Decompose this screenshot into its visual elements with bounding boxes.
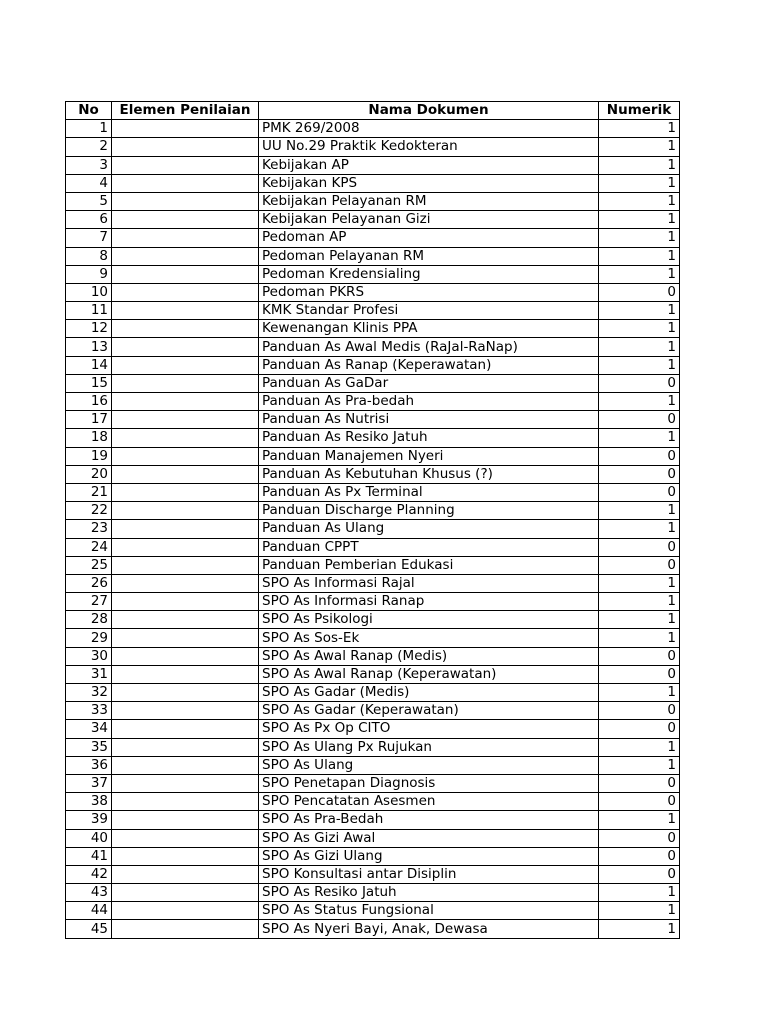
header-numerik: Numerik [599,102,680,120]
row-number-cell: 30 [66,647,112,665]
row-number-cell: 24 [66,538,112,556]
row-number-cell: 2 [66,138,112,156]
elemen-penilaian-cell [112,465,259,483]
numerik-cell: 1 [599,192,680,210]
row-number-cell: 12 [66,320,112,338]
row-number-cell: 7 [66,229,112,247]
row-number-cell: 22 [66,502,112,520]
header-nama-dokumen: Nama Dokumen [259,102,599,120]
row-number-cell: 29 [66,629,112,647]
nama-dokumen-cell: Panduan As Px Terminal [259,483,599,501]
table-row [66,465,680,483]
numerik-cell: 1 [599,593,680,611]
numerik-cell: 0 [599,665,680,683]
nama-dokumen-cell: SPO As Resiko Jatuh [259,884,599,902]
numerik-cell: 1 [599,502,680,520]
table-row [66,393,680,411]
nama-dokumen-cell: Panduan As GaDar [259,374,599,392]
numerik-cell: 0 [599,538,680,556]
numerik-cell: 1 [599,756,680,774]
numerik-cell: 1 [599,393,680,411]
nama-dokumen-cell: SPO As Ulang [259,756,599,774]
numerik-cell: 1 [599,338,680,356]
elemen-penilaian-cell [112,793,259,811]
table-row [66,665,680,683]
row-number-cell: 26 [66,574,112,592]
table-row [66,629,680,647]
elemen-penilaian-cell [112,374,259,392]
table-row [66,593,680,611]
elemen-penilaian-cell [112,283,259,301]
row-number-cell: 32 [66,684,112,702]
nama-dokumen-cell: Kewenangan Klinis PPA [259,320,599,338]
table-row [66,611,680,629]
numerik-cell: 0 [599,865,680,883]
table-row [66,720,680,738]
nama-dokumen-cell: SPO As Psikologi [259,611,599,629]
row-number-cell: 36 [66,756,112,774]
elemen-penilaian-cell [112,884,259,902]
table-header [66,102,680,120]
elemen-penilaian-cell [112,647,259,665]
table-row [66,829,680,847]
numerik-cell: 1 [599,229,680,247]
row-number-cell: 23 [66,520,112,538]
elemen-penilaian-cell [112,738,259,756]
row-number-cell: 31 [66,665,112,683]
nama-dokumen-cell: SPO As Gadar (Medis) [259,684,599,702]
elemen-penilaian-cell [112,665,259,683]
row-number-cell: 6 [66,211,112,229]
elemen-penilaian-cell [112,356,259,374]
elemen-penilaian-cell [112,247,259,265]
nama-dokumen-cell: SPO As Ulang Px Rujukan [259,738,599,756]
numerik-cell: 1 [599,211,680,229]
numerik-cell: 0 [599,774,680,792]
table-row [66,265,680,283]
numerik-cell: 0 [599,411,680,429]
nama-dokumen-cell: Panduan As Ulang [259,520,599,538]
row-number-cell: 10 [66,283,112,301]
elemen-penilaian-cell [112,811,259,829]
numerik-cell: 1 [599,574,680,592]
table-row [66,338,680,356]
nama-dokumen-cell: Panduan As Resiko Jatuh [259,429,599,447]
nama-dokumen-cell: Panduan Discharge Planning [259,502,599,520]
table-row [66,756,680,774]
table-row [66,302,680,320]
table-row [66,120,680,138]
row-number-cell: 17 [66,411,112,429]
table-row [66,884,680,902]
nama-dokumen-cell: Pedoman AP [259,229,599,247]
row-number-cell: 19 [66,447,112,465]
elemen-penilaian-cell [112,320,259,338]
header-elemen-penilaian: Elemen Penilaian [112,102,259,120]
elemen-penilaian-cell [112,920,259,938]
nama-dokumen-cell: Pedoman Kredensialing [259,265,599,283]
numerik-cell: 0 [599,829,680,847]
numerik-cell: 1 [599,884,680,902]
numerik-cell: 0 [599,847,680,865]
elemen-penilaian-cell [112,265,259,283]
table-row [66,574,680,592]
elemen-penilaian-cell [112,774,259,792]
row-number-cell: 1 [66,120,112,138]
elemen-penilaian-cell [112,593,259,611]
nama-dokumen-cell: SPO As Informasi Ranap [259,593,599,611]
numerik-cell: 1 [599,156,680,174]
nama-dokumen-cell: Panduan As Awal Medis (RaJal-RaNap) [259,338,599,356]
numerik-cell: 1 [599,120,680,138]
row-number-cell: 21 [66,483,112,501]
header-no: No [66,102,112,120]
row-number-cell: 39 [66,811,112,829]
table-row [66,356,680,374]
nama-dokumen-cell: Panduan As Kebutuhan Khusus (?) [259,465,599,483]
nama-dokumen-cell: SPO As Nyeri Bayi, Anak, Dewasa [259,920,599,938]
table-row [66,156,680,174]
table-row [66,556,680,574]
elemen-penilaian-cell [112,483,259,501]
table-row [66,847,680,865]
numerik-cell: 0 [599,793,680,811]
numerik-cell: 0 [599,283,680,301]
elemen-penilaian-cell [112,538,259,556]
nama-dokumen-cell: Panduan As Nutrisi [259,411,599,429]
nama-dokumen-cell: SPO As Informasi Rajal [259,574,599,592]
nama-dokumen-cell: UU No.29 Praktik Kedokteran [259,138,599,156]
elemen-penilaian-cell [112,902,259,920]
row-number-cell: 38 [66,793,112,811]
elemen-penilaian-cell [112,174,259,192]
nama-dokumen-cell: Kebijakan Pelayanan RM [259,192,599,210]
row-number-cell: 4 [66,174,112,192]
nama-dokumen-cell: Panduan As Ranap (Keperawatan) [259,356,599,374]
table-row [66,902,680,920]
row-number-cell: 5 [66,192,112,210]
row-number-cell: 44 [66,902,112,920]
row-number-cell: 3 [66,156,112,174]
numerik-cell: 1 [599,429,680,447]
nama-dokumen-cell: SPO As Awal Ranap (Medis) [259,647,599,665]
row-number-cell: 20 [66,465,112,483]
elemen-penilaian-cell [112,411,259,429]
numerik-cell: 1 [599,738,680,756]
elemen-penilaian-cell [112,429,259,447]
elemen-penilaian-cell [112,192,259,210]
elemen-penilaian-cell [112,756,259,774]
table-row [66,865,680,883]
row-number-cell: 15 [66,374,112,392]
table-body [66,120,680,938]
elemen-penilaian-cell [112,447,259,465]
nama-dokumen-cell: Kebijakan KPS [259,174,599,192]
table-row [66,429,680,447]
table-row [66,793,680,811]
row-number-cell: 28 [66,611,112,629]
nama-dokumen-cell: SPO Konsultasi antar Disiplin [259,865,599,883]
nama-dokumen-cell: SPO As Gadar (Keperawatan) [259,702,599,720]
nama-dokumen-cell: Panduan Pemberian Edukasi [259,556,599,574]
table-row [66,229,680,247]
nama-dokumen-cell: Kebijakan Pelayanan Gizi [259,211,599,229]
numerik-cell: 1 [599,520,680,538]
elemen-penilaian-cell [112,629,259,647]
table-row [66,138,680,156]
nama-dokumen-cell: KMK Standar Profesi [259,302,599,320]
row-number-cell: 16 [66,393,112,411]
row-number-cell: 13 [66,338,112,356]
document-table [65,101,680,939]
numerik-cell: 0 [599,647,680,665]
table-row [66,647,680,665]
elemen-penilaian-cell [112,338,259,356]
numerik-cell: 1 [599,811,680,829]
table-row [66,247,680,265]
elemen-penilaian-cell [112,702,259,720]
nama-dokumen-cell: Pedoman PKRS [259,283,599,301]
elemen-penilaian-cell [112,120,259,138]
table-row [66,411,680,429]
elemen-penilaian-cell [112,156,259,174]
elemen-penilaian-cell [112,229,259,247]
row-number-cell: 25 [66,556,112,574]
numerik-cell: 1 [599,320,680,338]
row-number-cell: 9 [66,265,112,283]
numerik-cell: 1 [599,174,680,192]
row-number-cell: 18 [66,429,112,447]
nama-dokumen-cell: SPO As Px Op CITO [259,720,599,738]
table-row [66,320,680,338]
row-number-cell: 34 [66,720,112,738]
nama-dokumen-cell: Panduan Manajemen Nyeri [259,447,599,465]
table-row [66,283,680,301]
elemen-penilaian-cell [112,393,259,411]
numerik-cell: 0 [599,720,680,738]
row-number-cell: 27 [66,593,112,611]
row-number-cell: 45 [66,920,112,938]
table-row [66,174,680,192]
table-row [66,374,680,392]
nama-dokumen-cell: SPO Pencatatan Asesmen [259,793,599,811]
row-number-cell: 11 [66,302,112,320]
nama-dokumen-cell: Panduan CPPT [259,538,599,556]
numerik-cell: 0 [599,447,680,465]
row-number-cell: 37 [66,774,112,792]
row-number-cell: 8 [66,247,112,265]
table-row [66,702,680,720]
elemen-penilaian-cell [112,138,259,156]
numerik-cell: 1 [599,611,680,629]
elemen-penilaian-cell [112,829,259,847]
elemen-penilaian-cell [112,684,259,702]
numerik-cell: 1 [599,902,680,920]
elemen-penilaian-cell [112,611,259,629]
table-row [66,538,680,556]
table-row [66,920,680,938]
elemen-penilaian-cell [112,847,259,865]
table-row [66,774,680,792]
elemen-penilaian-cell [112,211,259,229]
numerik-cell: 1 [599,247,680,265]
table-row [66,211,680,229]
numerik-cell: 1 [599,684,680,702]
row-number-cell: 14 [66,356,112,374]
nama-dokumen-cell: PMK 269/2008 [259,120,599,138]
nama-dokumen-cell: SPO Penetapan Diagnosis [259,774,599,792]
numerik-cell: 0 [599,374,680,392]
nama-dokumen-cell: Kebijakan AP [259,156,599,174]
row-number-cell: 41 [66,847,112,865]
nama-dokumen-cell: SPO As Awal Ranap (Keperawatan) [259,665,599,683]
elemen-penilaian-cell [112,574,259,592]
row-number-cell: 43 [66,884,112,902]
numerik-cell: 0 [599,465,680,483]
nama-dokumen-cell: Pedoman Pelayanan RM [259,247,599,265]
numerik-cell: 1 [599,629,680,647]
table-row [66,684,680,702]
numerik-cell: 1 [599,302,680,320]
elemen-penilaian-cell [112,520,259,538]
numerik-cell: 0 [599,483,680,501]
table-row [66,502,680,520]
numerik-cell: 1 [599,356,680,374]
numerik-cell: 1 [599,265,680,283]
nama-dokumen-cell: Panduan As Pra-bedah [259,393,599,411]
elemen-penilaian-cell [112,502,259,520]
elemen-penilaian-cell [112,865,259,883]
nama-dokumen-cell: SPO As Gizi Awal [259,829,599,847]
nama-dokumen-cell: SPO As Gizi Ulang [259,847,599,865]
row-number-cell: 33 [66,702,112,720]
elemen-penilaian-cell [112,556,259,574]
nama-dokumen-cell: SPO As Status Fungsional [259,902,599,920]
table-row [66,811,680,829]
numerik-cell: 0 [599,702,680,720]
table-row [66,520,680,538]
numerik-cell: 0 [599,556,680,574]
numerik-cell: 1 [599,138,680,156]
row-number-cell: 42 [66,865,112,883]
table-row [66,447,680,465]
header-row [66,102,680,120]
nama-dokumen-cell: SPO As Sos-Ek [259,629,599,647]
table-row [66,192,680,210]
elemen-penilaian-cell [112,720,259,738]
row-number-cell: 35 [66,738,112,756]
numerik-cell: 1 [599,920,680,938]
nama-dokumen-cell: SPO As Pra-Bedah [259,811,599,829]
row-number-cell: 40 [66,829,112,847]
elemen-penilaian-cell [112,302,259,320]
table-row [66,738,680,756]
table-row [66,483,680,501]
